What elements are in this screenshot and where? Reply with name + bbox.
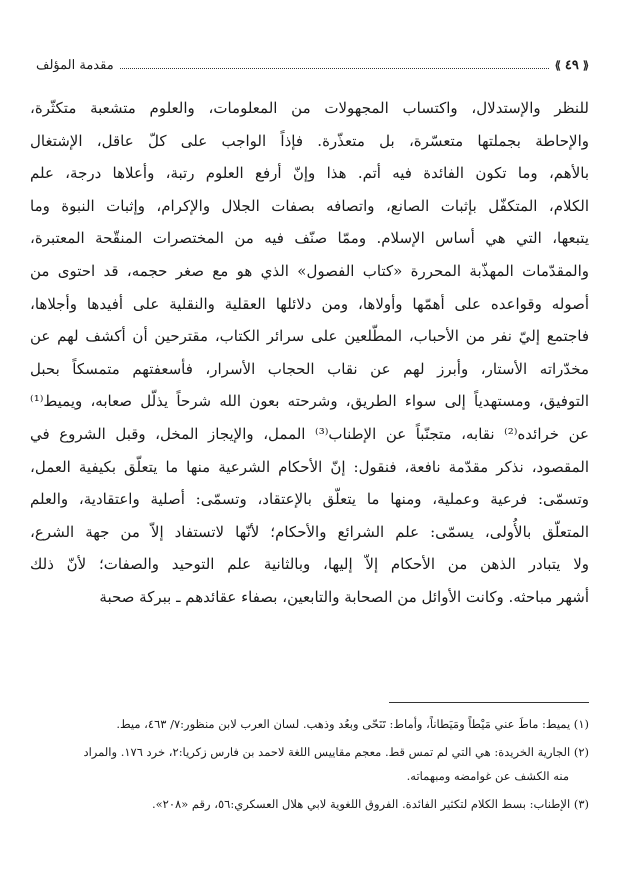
body-line: يتبعها، التي هي أساس الإسلام. وممّا صنّف فيه من المختصرات المنقّحة المعتبرة، [30, 229, 589, 248]
body-line: أشهر مباحثه. وكانت الأوائل من الصحابة والتابعين، بصفاء عقائدهم ـ ببركة صحبة [99, 587, 589, 606]
body-line: عن خرائده⁽²⁾ نقابه، متجنّباً عن الإطناب⁽³⁾ الممل، والإيجاز المخل، وقبل الشروع في [30, 424, 589, 443]
ornament-right-icon: ⟪ [582, 58, 589, 72]
ornament-left-icon: ⟫ [554, 58, 561, 72]
main-text [30, 92, 589, 614]
footnote-1 [30, 712, 589, 736]
body-line: بالأهم، وما تكون الفائدة فيه أتم. هذا وإنّ أرفع العلوم رتبة، وأعلاها درجة، علم [30, 164, 589, 183]
page-number: ٤٩ [564, 57, 579, 73]
footnote-separator [389, 702, 589, 703]
body-line: والإحاطة بجملتها متعسّرة، بل متعذّرة. فإذاً الواجب على كلّ عاقل، الإشتغال [30, 131, 589, 150]
body-line: وتسمّى: فرعية وعملية، ومنها ما يتعلّق بالإعتقاد، وتسمّى: أصلية واعتقادية، والعلم [30, 490, 589, 509]
page-number-block [555, 58, 589, 73]
running-title: مقدمة المؤلف [36, 57, 114, 73]
body-line: المقصود، نذكر مقدّمة نافعة، فنقول: إنّ الأحكام الشرعية منها ما يتعلّق بكيفية العمل، [30, 457, 589, 476]
body-line: المتعلّق بالأُولى، يسمّى: علم الشرائع والأحكام؛ لأنّها لاتستفاد إلاّ من جهة الشرع، [30, 522, 589, 541]
footnote-text: (١) يميط: ماطَ عني مَيْطاً ومَيَطاناً، وأماط: تَنَحّى وبعُد وذهب. لسان العرب لابن منظور:٧/ ٤٦٣، ميط. [116, 717, 589, 731]
body-line: والمقدّمات المهذّبة المحررة «كتاب الفصول» الذي هو مع صغر حجمه، قد احتوى من [30, 261, 589, 280]
body-line: التوفيق، ومستهدياً إلى سواء الطريق، وشرحته بعون الله شرحاً يذلّل صعابه، ويميط⁽¹⁾ [30, 392, 589, 411]
body-line: مخدّراته الأستار، وأبرز لهم عن نقاب الحجاب الأسرار، فأسعفتهم متمسكاً بحبل [30, 359, 589, 378]
body-line: فاجتمع إليّ نفر من الأحباب، المطّلعين على سرائر الكتاب، مقترحين أن أكشف لهم عن [30, 327, 589, 346]
footnotes [30, 712, 589, 820]
body-line: أصوله وقواعده على أهمّها وأولاها، ومن دلائلها العقلية والنقلية على أفيدها وأجلاها، [30, 294, 589, 313]
footnote-text: (٢) الجارية الخريدة: هي التي لم تمس قط. معجم مقاييس اللغة لاحمد بن فارس زكريا:٢، خرد ١٧٦. والمراد [83, 745, 589, 759]
footnote-2 [30, 740, 589, 788]
footnote-continuation: منه الكشف عن غوامضه ومبهماته. [406, 769, 569, 783]
body-line: للنظر والإستدلال، واكتساب المجهولات من المعلومات، والعلوم متشعبة متكثّرة، [30, 99, 589, 117]
footnote-3 [30, 792, 589, 816]
header-dotted-leader [120, 68, 549, 69]
body-line: ولا يتبادر الذهن من الأحكام إلاّ إليها، وبالثانية علم التوحيد والصفات؛ لأنّ ذلك [30, 555, 589, 574]
page-header [30, 54, 589, 76]
footnote-text: (٣) الإطناب: بسط الكلام لتكثير الفائدة. الفروق اللغوية لابي هلال العسكري:٥٦، رقم «٢٠٨». [151, 797, 589, 811]
body-line: الكلام، المتكفّل بإثبات الصانع، واتصافه بصفات الجلال والإكرام، وإثبات النبوة وما [30, 196, 589, 215]
